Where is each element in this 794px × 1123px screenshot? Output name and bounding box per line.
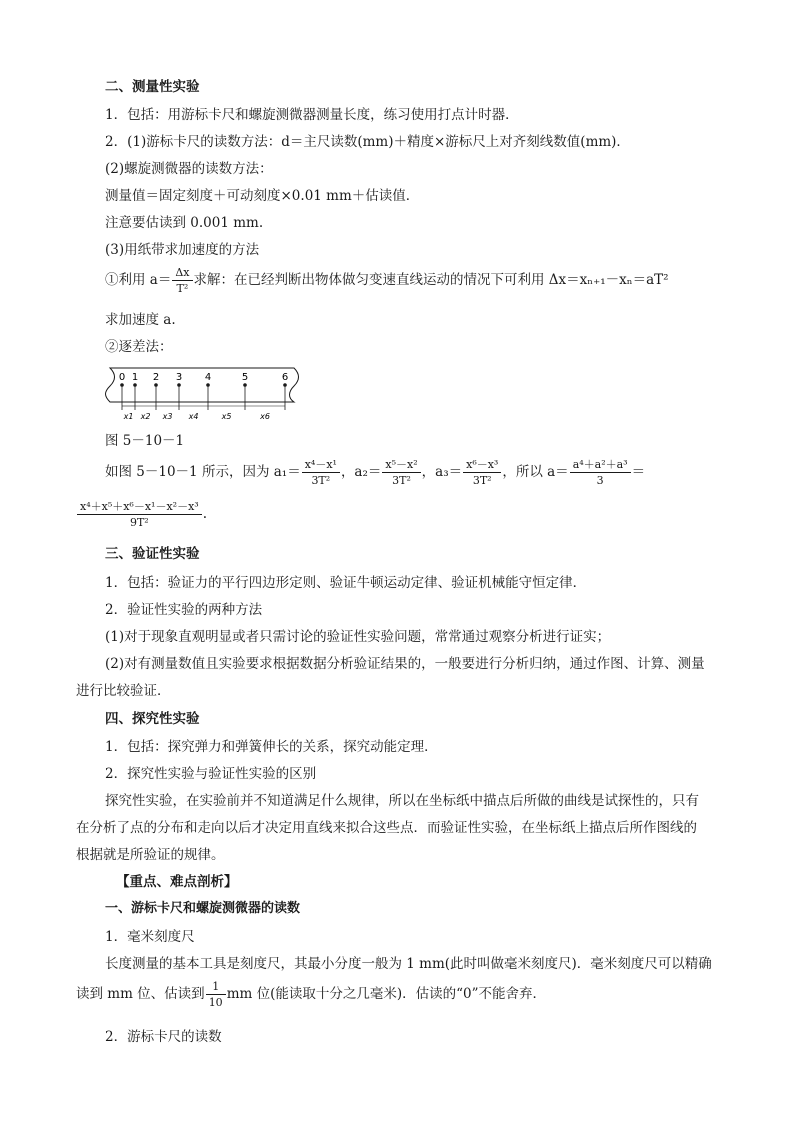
- paragraph: 测量值＝固定刻度＋可动刻度×0.01 mm＋估读值．: [105, 188, 420, 204]
- paragraph: (3)用纸带求加速度的方法: [105, 242, 260, 258]
- segment-label: x3: [162, 412, 173, 421]
- tape-point-label: 6: [281, 372, 289, 383]
- subsection-title: 一、游标卡尺和螺旋测微器的读数: [105, 901, 301, 916]
- fraction-a: [570, 458, 631, 487]
- fraction-denominator: 3T²: [472, 474, 492, 487]
- fraction-numerator: Δx: [172, 266, 192, 281]
- paragraph: 进行比较验证．: [76, 683, 171, 699]
- paragraph: 注意要估读到 0.001 mm.: [105, 215, 264, 231]
- paragraph: 探究性实验，在实验前并不知道满足什么规律，所以在坐标纸中描点后所做的曲线是试探性的，只有: [105, 793, 699, 809]
- figure-caption: 图 5－10－1: [105, 433, 185, 449]
- tape-point-label: 0: [118, 372, 126, 383]
- paragraph: 求加速度 a.: [105, 312, 176, 328]
- key-points-title: 【重点、难点剖析】: [116, 874, 238, 890]
- paragraph: 长度测量的基本工具是刻度尺，其最小分度一般为 1 mm(此时叫做毫米刻度尺)．毫米刻度尺可以精确: [105, 956, 712, 972]
- fraction-numerator: a⁴＋a²＋a³: [570, 458, 631, 473]
- paragraph: 2．验证性实验的两种方法: [105, 602, 263, 618]
- tape-point-label: 5: [241, 372, 249, 383]
- fraction-one-tenth: [206, 980, 226, 1009]
- paragraph: 在分析了点的分布和走向以后才决定用直线来拟合这些点．而验证性实验，在坐标纸上描点后所作图线的: [76, 820, 697, 836]
- paragraph: 1．毫米刻度尺: [105, 929, 195, 945]
- section-title-measurement: 二、测量性实验: [105, 79, 200, 95]
- fraction-a2: [382, 458, 420, 487]
- fraction-numerator: x⁴＋x⁵＋x⁶－x¹－x²－x³: [77, 500, 202, 515]
- fraction-a3: [463, 458, 501, 487]
- fraction-denominator: T²: [176, 282, 189, 295]
- paragraph: (2)螺旋测微器的读数方法：: [105, 161, 273, 177]
- fraction-denominator: 3T²: [392, 474, 411, 487]
- fraction-result: [77, 500, 202, 529]
- eq-text: 如图 5－10－1 所示，因为 a₁＝: [105, 464, 301, 480]
- tape-marks: [119, 372, 288, 421]
- paragraph: 1．包括：验证力的平行四边形定则、验证牛顿运动定律、验证机械能守恒定律．: [105, 575, 587, 591]
- eq-text: .: [202, 506, 207, 522]
- eq-text: ，a₂＝: [340, 464, 382, 480]
- eq-text: ，所以 a＝: [502, 464, 569, 480]
- tape-point-label: 1: [131, 372, 139, 383]
- fraction-numerator: x⁴－x¹: [302, 458, 340, 473]
- text: mm 位(能读取十分之几毫米)．估读的“0”不能舍弃．: [226, 986, 547, 1002]
- paragraph: 2．探究性实验与验证性实验的区别: [105, 766, 317, 782]
- segment-label: x1: [123, 412, 134, 421]
- segment-label: x6: [260, 412, 270, 421]
- fraction-delta-x-over-t2: [172, 266, 192, 295]
- section-title-exploration: 四、探究性实验: [105, 711, 200, 727]
- paragraph: 根据就是所验证的规律。: [76, 847, 225, 863]
- equation-line-a: [105, 458, 645, 487]
- fraction-denominator: 9T²: [129, 516, 149, 529]
- fraction-denominator: 10: [208, 996, 223, 1009]
- segment-label: x2: [140, 412, 151, 421]
- fraction-numerator: 1: [206, 980, 226, 995]
- fraction-a1: [302, 458, 340, 487]
- formula-line-delta-x: [105, 266, 669, 295]
- paragraph-with-fraction: [76, 980, 546, 1009]
- segment-label: x5: [221, 412, 232, 421]
- segment-label: x4: [188, 412, 199, 421]
- eq-text: ＝: [631, 464, 646, 480]
- paragraph: 1．包括：用游标卡尺和螺旋测微器测量长度，练习使用打点计时器．: [105, 107, 519, 123]
- paragraph: (1)对于现象直观明显或者只需讨论的验证性实验问题，常常通过观察分析进行证实；: [105, 629, 611, 645]
- tape-point-label: 2: [152, 372, 160, 383]
- tape-figure: [102, 364, 312, 424]
- tape-point-label: 3: [175, 372, 183, 383]
- formula-text: ①利用 a＝: [105, 272, 172, 288]
- paragraph: 1．包括：探究弹力和弹簧伸长的关系，探究动能定理．: [105, 739, 438, 755]
- paragraph: (2)对有测量数值且实验要求根据数据分析验证结果的，一般要进行分析归纳，通过作图、计算、测量: [105, 656, 705, 672]
- tape-point-label: 4: [204, 372, 212, 383]
- section-title-verification: 三、验证性实验: [105, 546, 200, 562]
- formula-text: 求解：在已经判断出物体做匀变速直线运动的情况下可利用 Δx＝xₙ₊₁－xₙ＝aT²: [193, 272, 669, 288]
- paragraph: ②逐差法：: [105, 339, 173, 355]
- fraction-numerator: x⁵－x²: [382, 458, 420, 473]
- eq-text: ，a₃＝: [421, 464, 463, 480]
- text: 读到 mm 位、估读到: [76, 986, 205, 1002]
- fraction-numerator: x⁶－x³: [463, 458, 501, 473]
- fraction-denominator: 3T²: [311, 474, 331, 487]
- paragraph: 2．(1)游标卡尺的读数方法：d＝主尺读数(mm)＋精度×游标尺上对齐刻线数值(mm)．: [105, 134, 630, 150]
- equation-line-result: [76, 500, 207, 529]
- fraction-denominator: 3: [596, 474, 604, 487]
- paragraph: 2．游标卡尺的读数: [105, 1029, 222, 1045]
